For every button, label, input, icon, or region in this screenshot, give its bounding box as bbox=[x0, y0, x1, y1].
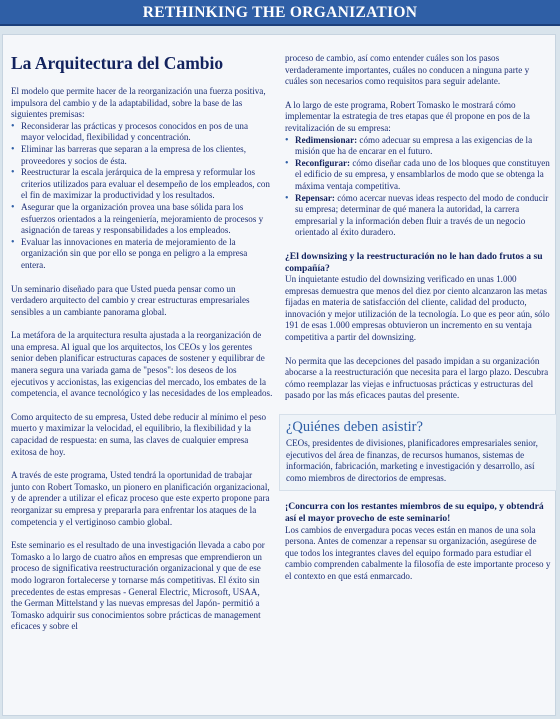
architect-paragraph: Como arquitecto de su empresa, Usted debe reducir al mínimo el peso muerto y maximizar la velocidad, el equilibrio, la flexibilidad y la capacidad de respuesta: en suma, las claves de cualquier empresa exitosa de hoy. bbox=[11, 411, 267, 457]
premise-item: • Evaluar las innovaciones en materia de mejoramiento de la organización sin que por ello se ponga en peligro a la empresa entera. bbox=[11, 237, 273, 272]
team-paragraph: Los cambios de envergadura pocas veces están en manos de una sola persona. Antes de comenzar a repensar su organización, asegúrese de que todos los integrantes claves del equipo formado para estudiar el cambio comprenden cabalmente la filosofía de este importante proceso y el contexto en que está enmarcado. bbox=[285, 524, 551, 581]
stage-item bbox=[285, 135, 551, 158]
header-banner bbox=[0, 0, 560, 26]
stage-text: cómo diseñar cada uno de los bloques que constituyen el edificio de su empresa, y ensamblarlos de modo que se obtenga la máxima ventaja competitiva. bbox=[295, 157, 550, 191]
stage-item bbox=[285, 193, 551, 239]
left-column bbox=[11, 35, 273, 645]
program-paragraph: A través de este programa, Usted tendrá la oportunidad de trabajar junto con Robert Tomasko, un pionero en planificación organizacional, y de aprender a utilizar el eficaz proceso que este experto propone para reorganizar su empresa y prepararla para enfrentar los ataques de la competencia y el vertiginoso cambio global. bbox=[11, 470, 270, 527]
stage-text: cómo adecuar su empresa a las exigencias de la misión que ha de encarar en el futuro. bbox=[295, 134, 533, 157]
team-heading: ¡Concurra con los restantes miembros de su equipo, y obtendrá así el mayor provecho de este seminario! bbox=[285, 501, 544, 524]
stage-term: Reconfigurar: bbox=[295, 157, 351, 168]
section-title: La Arquitectura del Cambio bbox=[11, 53, 224, 73]
stage-text: cómo acercar nuevas ideas respecto del modo de conducir su empresa; determinar de qué manera la autoridad, la carrera empresarial y la información deben fluir a través de un negocio orientado al éxito duradero. bbox=[295, 192, 549, 238]
premise-item: • Reestructurar la escala jerárquica de la empresa y reformular los criterios utilizados para evaluar el desempeño de los empleados, con el fin de maximizar la productividad y los resultados. bbox=[11, 167, 273, 202]
right-column bbox=[285, 35, 551, 595]
deceptions-paragraph: No permita que las decepciones del pasado impidan a su organización abocarse a la reestructuración que necesita para el largo plazo. Descubra cómo reemplazar las viejas e infructuosas prácticas y estructuras del pasado por las más eficaces pautas del presente. bbox=[285, 355, 549, 401]
metaphor-paragraph: La metáfora de la arquitectura resulta ajustada a la reorganización de una empresa. Al igual que los arquitectos, los CEOs y los gerentes senior deben planificar estructuras capaces de sostener y equilibrar de manera segura una variada gama de "pesos": los deseos de los ejecutivos y accionistas, las exigencias del mercado, los embates de la competencia, el avance tecnológico y las necesidades de los empleados. bbox=[11, 330, 273, 399]
premises-list bbox=[11, 121, 273, 272]
continued-paragraph: proceso de cambio, así como entender cuáles son los pasos verdaderamente importantes, cuáles no conducen a ninguna parte y cuáles son necesarios como requisitos para seguir adelante. bbox=[285, 53, 530, 87]
brochure-page bbox=[2, 34, 556, 716]
stages-intro-paragraph: A lo largo de este programa, Robert Tomasko le mostrará cómo implementar la estrategia de tres etapas que él propone en pos de la revitalización de su empresa: bbox=[285, 99, 530, 133]
premise-item: • Reconsiderar las prácticas y procesos conocidos en pos de una mayor velocidad, flexibilidad y concentración. bbox=[11, 121, 273, 144]
downsizing-heading: ¿El downsizing y la reestructuración no le han dado frutos a su compañía? bbox=[285, 250, 543, 274]
stage-term: Redimensionar: bbox=[295, 134, 358, 145]
intro-paragraph: El modelo que permite hacer de la reorganización una fuerza positiva, impulsora del cambio y de la adaptabilidad, sobre la base de las siguientes premisas: bbox=[11, 86, 266, 120]
audience-box bbox=[279, 414, 557, 491]
audience-paragraph: CEOs, presidentes de divisiones, planificadores empresariales senior, ejecutivos del área de finanzas, de recursos humanos, sistemas de información, fabricación, marketing e investigación y desarrollo, así como miembros de directorios de empresas. bbox=[286, 438, 538, 483]
seminar-paragraph: Un seminario diseñado para que Usted pueda pensar como un verdadero arquitecto del cambio y crear estructuras empresariales sensibles a un cambiante panorama global. bbox=[11, 283, 250, 317]
research-paragraph: Este seminario es el resultado de una investigación llevada a cabo por Tomasko a lo largo de cuatro años en empresas que emprendieron un proceso de significativa reestructuración organizacional y que de ese modo lograron fortalecerse y tornarse más competitivas. El éxito sin precedentes de estas empresas - General Electric, Microsoft, USAA, the German Mittelstand y las nuevas empresas del Japón- permitió a Tomasko adquirir sus conocimientos sobre prácticas de management eficaces y sobre el bbox=[11, 540, 265, 632]
audience-heading: ¿Quiénes deben asistir? bbox=[286, 419, 423, 436]
stage-item bbox=[285, 158, 551, 193]
premise-item: • Eliminar las barreras que separan a la empresa de los clientes, proveedores y socios de ésta. bbox=[11, 144, 273, 167]
stage-term: Repensar: bbox=[295, 192, 335, 203]
premise-item: • Asegurar que la organización provea una base sólida para los esfuerzos orientados a la reingeniería, mejoramiento de procesos y asignación de tareas y responsabilidades a los empleados. bbox=[11, 202, 273, 237]
banner-title: RETHINKING THE ORGANIZATION bbox=[142, 4, 418, 21]
downsizing-paragraph: Un inquietante estudio del downsizing verificado en unas 1.000 empresas demuestra que menos del diez por ciento alcanzaron las metas fijadas en materia de satisfacción del cliente, calidad del producto, innovación y mejor utilización de la tecnología. Lo que es peor aún, sólo 191 de esas 1.000 empresas obtuvieron un incremento en su ventaja competitiva a partir del downsizing. bbox=[285, 274, 550, 343]
stages-list bbox=[285, 135, 551, 239]
